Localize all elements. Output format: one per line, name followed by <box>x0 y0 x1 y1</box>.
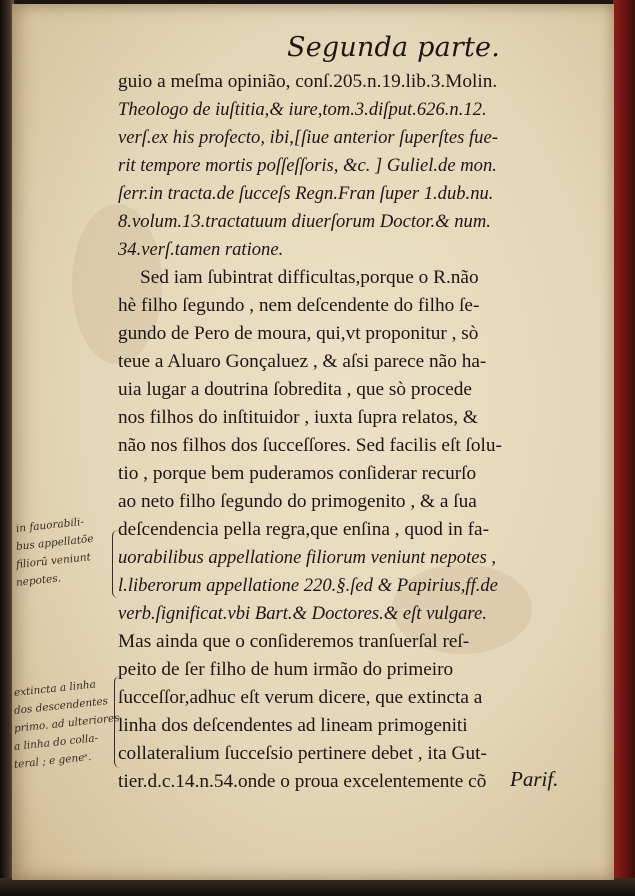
margin-note-line: in fauorabili- <box>15 515 85 535</box>
text-line: verb.ſignificat.vbi Bart.& Doctores.& eſt vulgare. <box>118 603 487 624</box>
text-line: teue a Aluaro Gonçaluez , & aſsi parece não ha- <box>118 351 487 372</box>
text-line: linha dos deſcendentes ad lineam primogeniti <box>118 715 468 736</box>
text-line: collateralium ſucceſsio pertinere debet , ita Gut- <box>118 743 487 764</box>
text-line: peito de ſer filho de hum irmão do primeiro <box>118 659 454 680</box>
text-line: guio a meſma opinião, conſ.205.n.19.lib.3.Molin. <box>118 71 498 92</box>
text-line: não nos filhos dos ſucceſſores. Sed facilis eſt ſolu- <box>118 435 502 456</box>
handwritten-margin-note <box>13 678 121 774</box>
text-line: rit tempore mortis poſſeſſoris, &c. ] Guliel.de mon. <box>118 155 497 176</box>
margin-note-line: dos descendentes <box>13 695 109 717</box>
text-line: verſ.ex his profecto, ibi,[ſiue anterior ſuperſtes fue- <box>118 127 498 148</box>
catchword: Parif. <box>510 767 559 791</box>
text-line: hè filho ſegundo , nem deſcendente do filho ſe- <box>118 295 480 316</box>
text-line: ao neto filho ſegundo do primogenito , & a ſua <box>118 491 477 512</box>
margin-note-line: filiorũ veniunt <box>15 551 92 571</box>
text-line: Mas ainda que o conſideremos tranſuerſal reſ- <box>118 631 470 652</box>
text-line: deſcendencia pella regra,que enſina , quod in fa- <box>118 519 489 540</box>
book-bottom-edge <box>0 878 635 896</box>
text-line: uia lugar a doutrina ſobredita , que sò procede <box>118 379 472 400</box>
margin-note-line: primo. ad ulteriores <box>13 711 121 735</box>
margin-brace <box>112 530 123 598</box>
book-cover-edge <box>613 0 635 896</box>
text-line: gundo de Pero de moura, qui,vt proponitur , sò <box>118 323 479 344</box>
paper-page <box>12 4 614 880</box>
margin-note-line: extincta a linha <box>13 678 97 699</box>
text-line: uorabilibus appellatione filiorum veniunt nepotes , <box>118 547 497 568</box>
margin-note-line: bus appellatõe <box>15 532 95 553</box>
text-line: Theologo de iuſtitia,& iure,tom.3.diſput.626.n.12. <box>118 99 487 120</box>
text-line: tio , porque bem puderamos conſiderar recurſo <box>118 463 477 484</box>
text-line: tier.d.c.14.n.54.onde o proua excelentemente cõ <box>118 771 487 792</box>
running-head: Segunda parte. <box>287 32 500 63</box>
text-line: Sed iam ſubintrat difficultas,porque o R.não <box>140 267 479 288</box>
text-line: l.liberorum appellatione 220.§.ſed & Papirius,ff.de <box>118 575 498 596</box>
text-line: ſucceſſor,adhuc eſt verum dicere, que extincta a <box>118 687 483 708</box>
handwritten-margin-note <box>15 515 95 592</box>
margin-note-line: nepotes. <box>15 572 62 589</box>
text-line: ſerr.in tracta.de ſucceſs Regn.Fran ſuper 1.dub.nu. <box>118 183 494 204</box>
margin-note-line: teral ; e geneˢ. <box>13 750 92 771</box>
margin-note-line: a linha do colla- <box>13 732 99 753</box>
text-line: 8.volum.13.tractatuum diuerſorum Doctor.& num. <box>118 211 491 232</box>
text-line: 34.verſ.tamen ratione. <box>118 239 284 260</box>
text-line: nos filhos do inſtituidor , iuxta ſupra relatos, & <box>118 407 478 428</box>
